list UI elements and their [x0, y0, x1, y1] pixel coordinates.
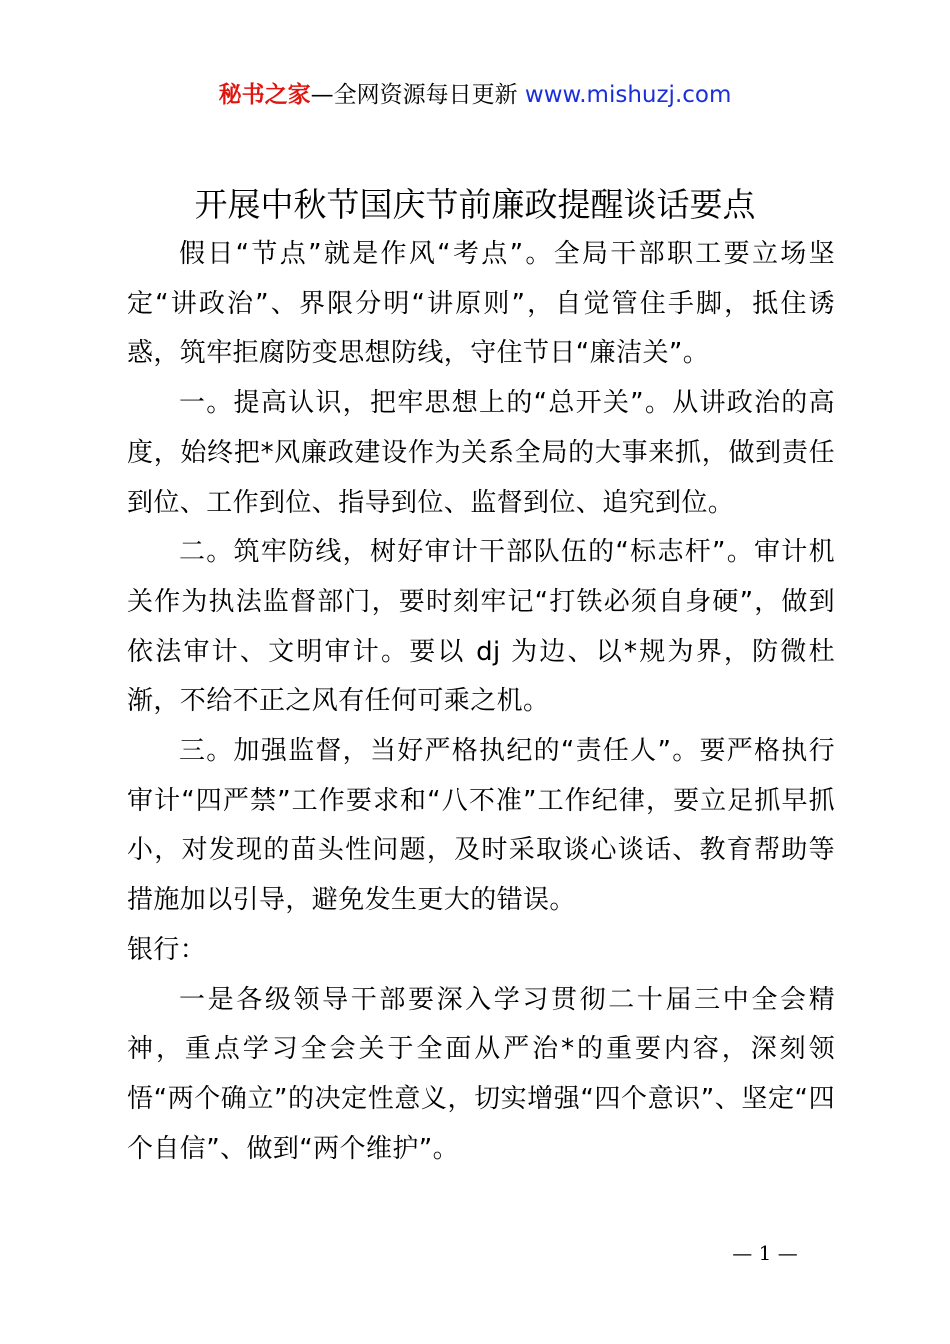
paragraph-bank-1: 一是各级领导干部要深入学习贯彻二十届三中全会精神，重点学习全会关于全面从严治*的重要内容，深刻领悟“两个确立”的决定性意义，切实增强“四个意识”、坚定“四个自信”、做到“两个维护”。: [127, 984, 835, 1164]
header-brand: 秘书之家: [218, 82, 311, 108]
document-body: [127, 230, 835, 1174]
document-title: 开展中秋节国庆节前廉政提醒谈话要点: [194, 185, 756, 224]
section-label-bank: 银行：: [127, 934, 207, 965]
paragraph-point-3: 三。加强监督，当好严格执纪的“责任人”。要严格执行审计“四严禁”工作要求和“八不准”工作纪律，要立足抓早抓小，对发现的苗头性问题，及时采取谈心谈话、教育帮助等措施加以引导，避免发生更大的错误。: [127, 736, 835, 916]
header-site-url[interactable]: www.mishuzj.com: [524, 82, 732, 108]
site-header: [0, 78, 950, 112]
header-tagline: —全网资源每日更新: [310, 82, 525, 108]
paragraph-point-2: 二。筑牢防线，树好审计干部队伍的“标志杆”。审计机关作为执法监督部门，要时刻牢记“打铁必须自身硬”，做到依法审计、文明审计。要以 dj 为边、以*规为界，防微杜渐，不给不正之风有任何可乘之机。: [127, 537, 835, 717]
paragraph-point-1: 一。提高认识，把牢思想上的“总开关”。从讲政治的高度，始终把*风廉政建设作为关系全局的大事来抓，做到责任到位、工作到位、指导到位、监督到位、追究到位。: [127, 388, 835, 518]
paragraph-intro: 假日“节点”就是作风“考点”。全局干部职工要立场坚定“讲政治”、界限分明“讲原则”，自觉管住手脚，抵住诱惑，筑牢拒腐防变思想防线，守住节日“廉洁关”。: [127, 239, 835, 369]
page-number: — 1 —: [732, 1241, 798, 1265]
